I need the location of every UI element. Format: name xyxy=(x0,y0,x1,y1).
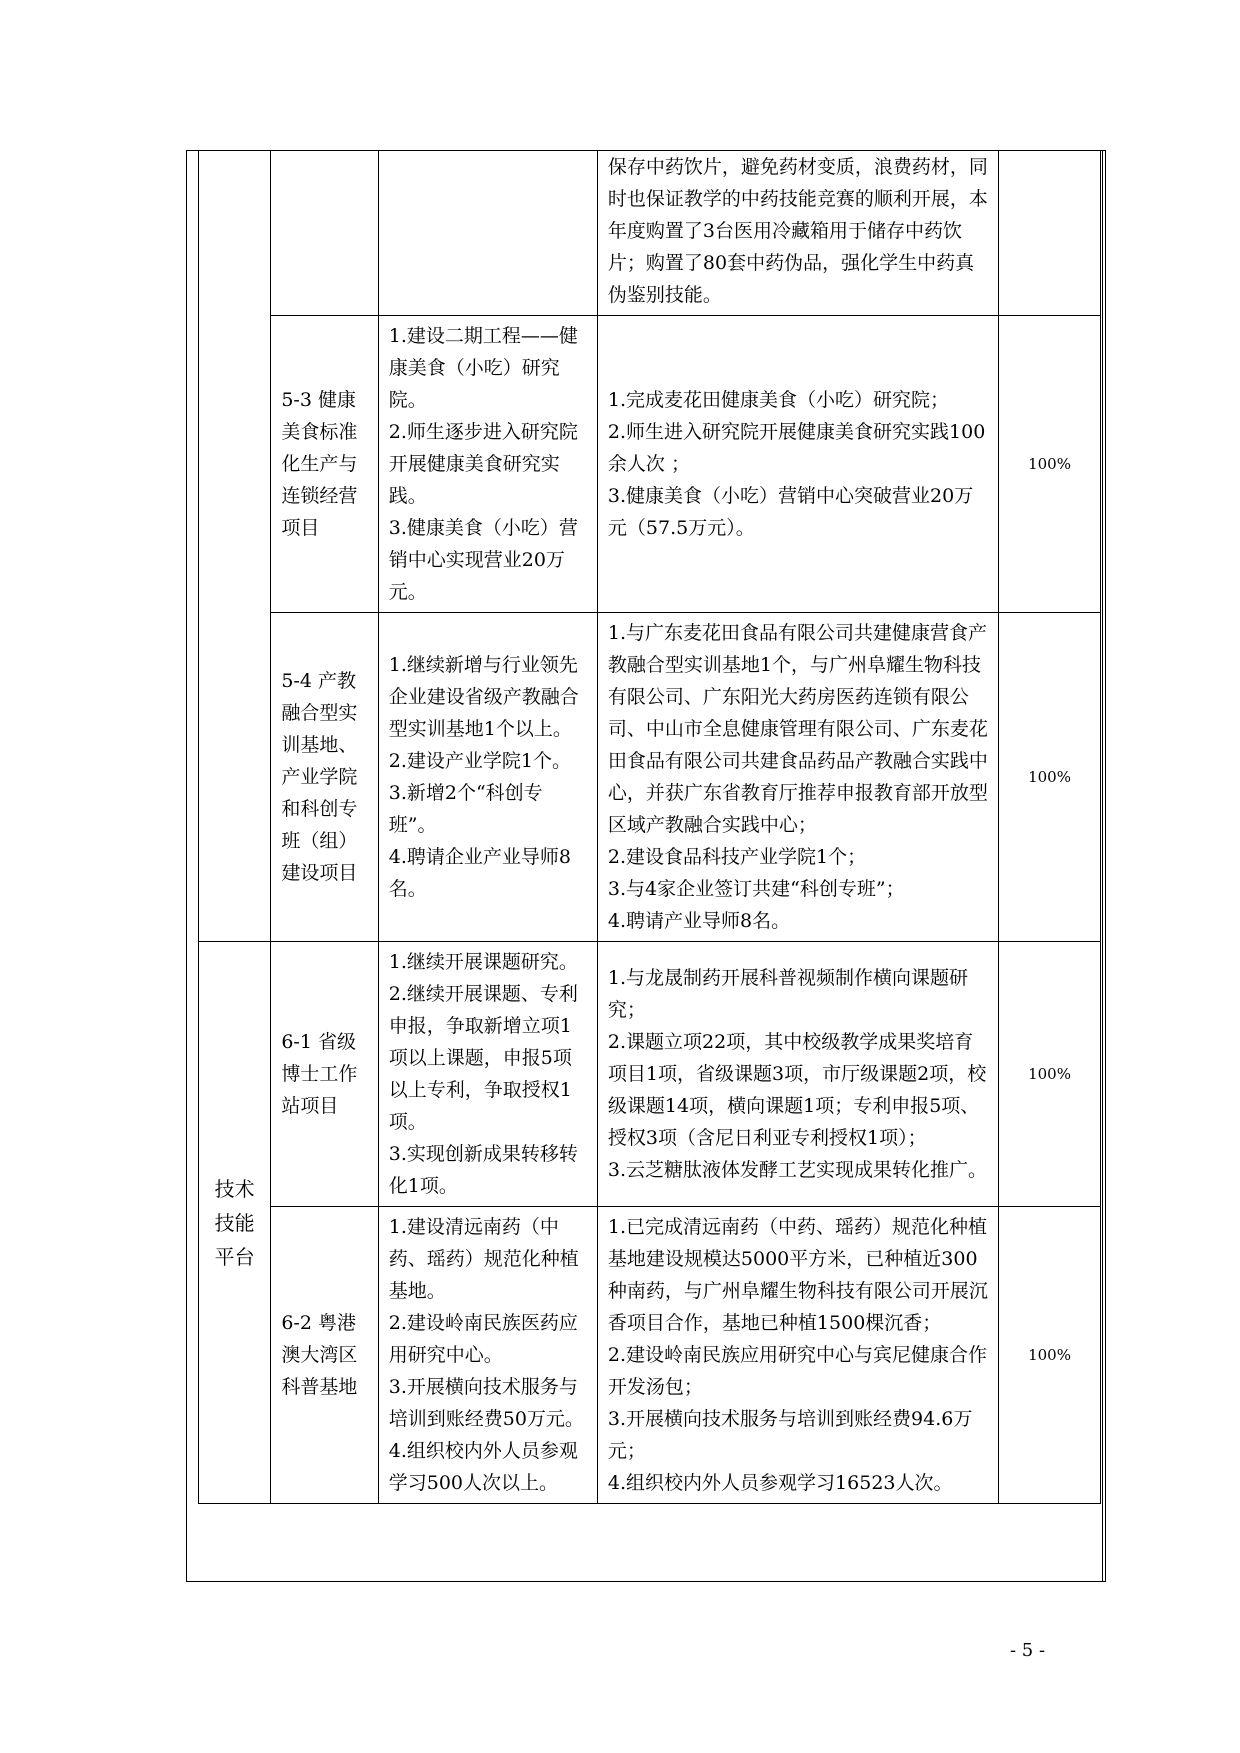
target-item: 1.继续新增与行业领先企业建设省级产教融合型实训基地1个以上。 xyxy=(388,654,579,740)
target-cell xyxy=(378,316,597,613)
project-name-cell xyxy=(271,151,378,316)
completion-item: 1.与广东麦花田食品有限公司共建健康营食产教融合型实训基地1个，与广州阜耀生物科技有限公司、广东阳光大药房医药连锁有限公司、中山市全息健康管理有限公司、广东麦花田食品有限公司共建食品药品产教融合实践中心，并获广东省教育厅推荐申报教育部开放型区域产教融合实践中心； xyxy=(607,622,988,836)
completion-item: 1.已完成清远南药（中药、瑶药）规范化种植基地建设规模达5000平方米，已种植近300种南药，与广州阜耀生物科技有限公司开展沉香项目合作，基地已种植1500棵沉香； xyxy=(607,1216,988,1334)
project-name-cell: 6-1 省级博士工作站项目 xyxy=(271,942,378,1207)
completion-item: 2.建设食品科技产业学院1个； xyxy=(607,846,867,868)
target-cell xyxy=(378,613,597,942)
target-item: 3.新增2个“科创专班”。 xyxy=(388,782,543,836)
target-item: 2.建设岭南民族医药应用研究中心。 xyxy=(388,1312,578,1366)
table-row xyxy=(199,316,1101,613)
completion-item: 2.课题立项22项，其中校级教学成果奖培育项目1项，省级课题3项，市厅级课题2项，校级课题14项，横向课题1项；专利申报5项、授权3项（含尼日利亚专利授权1项）； xyxy=(607,1031,987,1149)
target-item: 1.建设清远南药（中药、瑶药）规范化种植基地。 xyxy=(388,1216,579,1302)
completion-cell xyxy=(597,316,998,613)
progress-table xyxy=(198,150,1101,1504)
completion-item: 2.师生进入研究院开展健康美食研究实践100余人次 ； xyxy=(607,421,986,475)
completion-cell xyxy=(597,613,998,942)
target-item: 4.聘请企业产业导师8名。 xyxy=(388,846,571,900)
target-cell xyxy=(378,942,597,1207)
outer-frame-right xyxy=(1102,150,1103,1582)
completion-item: 3.开展横向技术服务与培训到账经费94.6万元； xyxy=(607,1408,973,1462)
target-item: 3.实现创新成果转移转化1项。 xyxy=(388,1143,578,1197)
rate-cell xyxy=(999,151,1101,316)
table-row xyxy=(199,151,1101,316)
target-item: 2.建设产业学院1个。 xyxy=(388,750,571,772)
category-cell-empty xyxy=(199,151,271,942)
table-row xyxy=(199,942,1101,1207)
target-cell xyxy=(378,1207,597,1504)
project-name-cell: 5-4 产教融合型实训基地、产业学院和科创专班（组）建设项目 xyxy=(271,613,378,942)
completion-rate: 100% xyxy=(999,942,1101,1207)
project-name-cell: 6-2 粤港澳大湾区科普基地 xyxy=(271,1207,378,1504)
page-number: - 5 - xyxy=(1010,1640,1046,1661)
completion-rate: 100% xyxy=(999,316,1101,613)
completion-item: 4.聘请产业导师8名。 xyxy=(607,910,791,932)
target-item: 4.组织校内外人员参观学习500人次以上。 xyxy=(388,1440,578,1494)
table-row xyxy=(199,1207,1101,1504)
completion-item: 1.完成麦花田健康美食（小吃）研究院； xyxy=(607,389,950,411)
table-row xyxy=(199,613,1101,942)
completion-cell xyxy=(597,1207,998,1504)
completion-rate: 100% xyxy=(999,613,1101,942)
completion-cell xyxy=(597,942,998,1207)
target-item: 1.继续开展课题研究。 xyxy=(388,951,578,973)
completion-item: 3.云芝糖肽液体发酵工艺实现成果转化推广。 xyxy=(607,1159,988,1181)
target-item: 3.健康美食（小吃）营销中心实现营业20万元。 xyxy=(388,517,578,603)
target-item: 2.继续开展课题、专利申报，争取新增立项1项以上课题，申报5项以上专利，争取授权1项。 xyxy=(388,983,578,1133)
target-cell xyxy=(378,151,597,316)
completion-rate: 100% xyxy=(999,1207,1101,1504)
completion-item: 2.建设岭南民族应用研究中心与宾尼健康合作开发汤包； xyxy=(607,1344,988,1398)
target-item: 3.开展横向技术服务与培训到账经费50万元。 xyxy=(388,1376,584,1430)
category-label: 技术技能平台 xyxy=(214,1176,255,1269)
target-item: 2.师生逐步进入研究院开展健康美食研究实践。 xyxy=(388,421,578,507)
project-name-cell: 5-3 健康美食标准化生产与连锁经营项目 xyxy=(271,316,378,613)
completion-item: 3.与4家企业签订共建“科创专班”； xyxy=(607,878,905,900)
target-item: 1.建设二期工程——健康美食（小吃）研究院。 xyxy=(388,325,578,411)
category-cell xyxy=(199,942,271,1504)
completion-item: 4.组织校内外人员参观学习16523人次。 xyxy=(607,1472,953,1494)
completion-cell: 保存中药饮片，避免药材变质，浪费药材，同时也保证教学的中药技能竞赛的顺利开展，本年度购置了3台医用冷藏箱用于储存中药饮片；购置了80套中药伪品，强化学生中药真伪鉴别技能。 xyxy=(597,151,998,316)
completion-item: 1.与龙晟制药开展科普视频制作横向课题研究； xyxy=(607,967,969,1021)
completion-item: 3.健康美食（小吃）营销中心突破营业20万元（57.5万元）。 xyxy=(607,485,974,539)
